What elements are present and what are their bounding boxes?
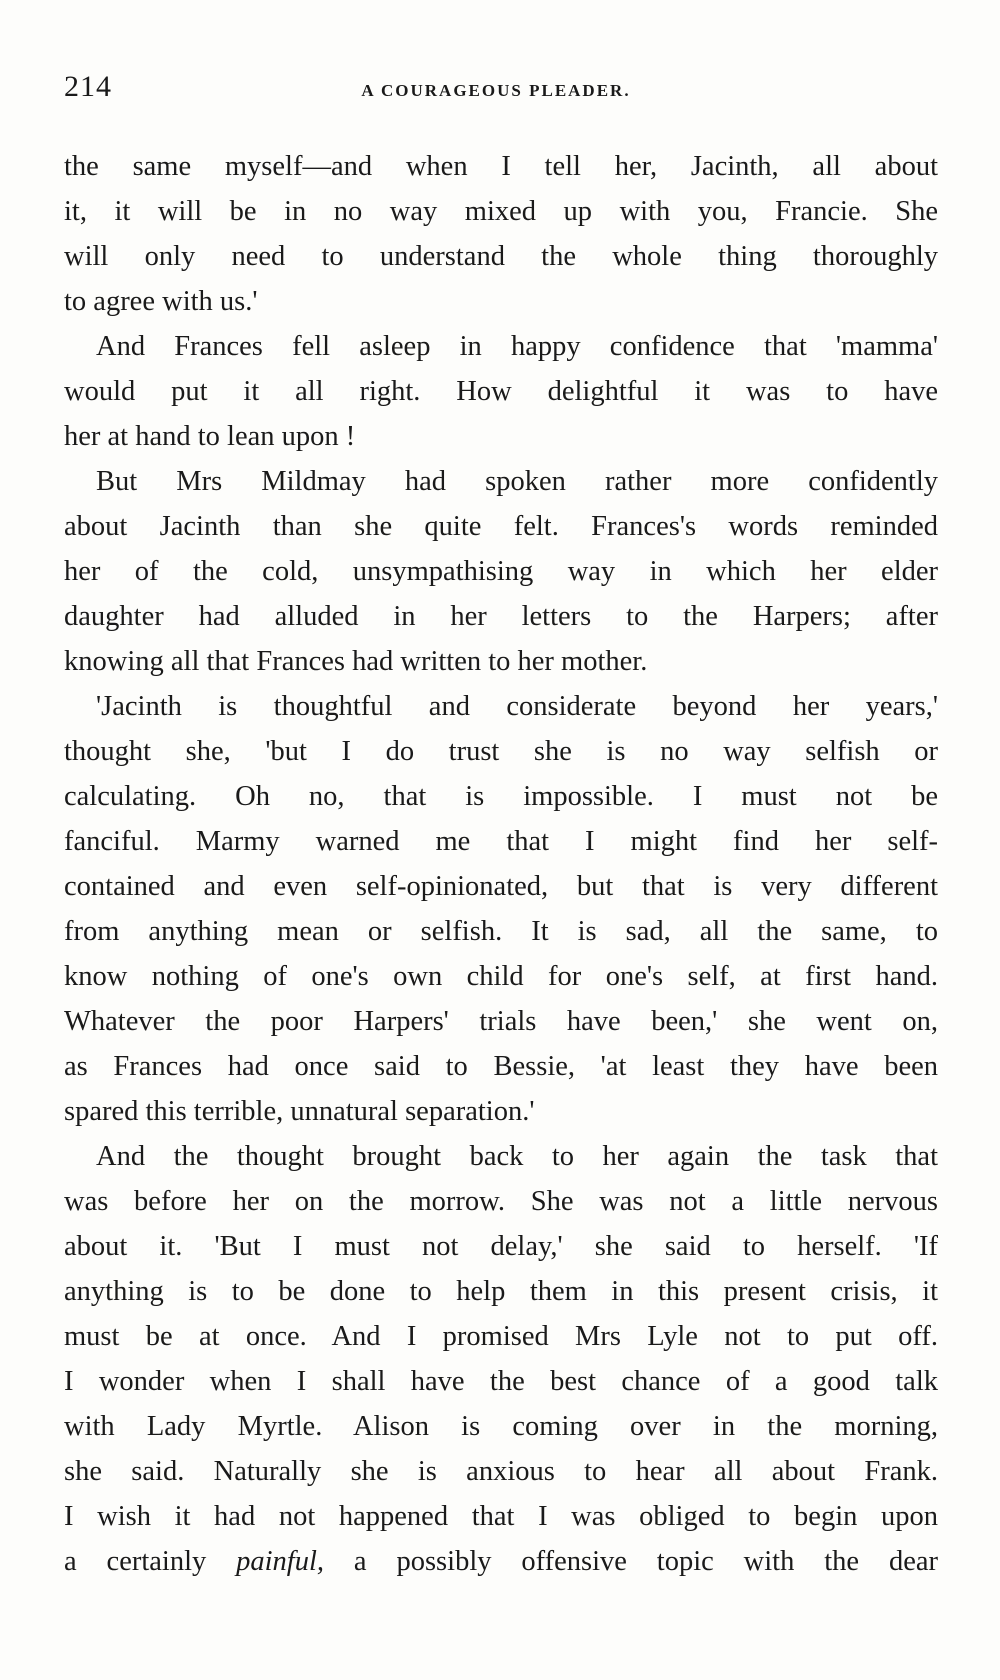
text-line: 'Jacinth is thoughtful and considerate beyond her years,' bbox=[96, 691, 938, 722]
text-line: would put it all right. How delightful it was to have bbox=[64, 376, 938, 407]
text-line: But Mrs Mildmay had spoken rather more confidently bbox=[96, 466, 938, 497]
text-line: knowing all that Frances had written to her mother. bbox=[64, 646, 648, 677]
paragraph-2 bbox=[64, 324, 938, 459]
paragraph-1 bbox=[64, 144, 938, 324]
text-line: her at hand to lean upon ! bbox=[64, 421, 356, 452]
text-line: from anything mean or selfish. It is sad, all the same, to bbox=[64, 916, 938, 947]
running-title: A COURAGEOUS PLEADER. bbox=[361, 81, 631, 100]
text-line: daughter had alluded in her letters to the Harpers; after bbox=[64, 601, 938, 632]
text-line: Whatever the poor Harpers' trials have been,' she went on, bbox=[64, 1006, 938, 1037]
text-line: she said. Naturally she is anxious to hear all about Frank. bbox=[64, 1456, 938, 1487]
text-line-final bbox=[64, 1539, 938, 1584]
text-line: I wish it had not happened that I was obliged to begin upon bbox=[64, 1501, 938, 1532]
text-line: calculating. Oh no, that is impossible. I must not be bbox=[64, 781, 938, 812]
paragraph-4 bbox=[64, 684, 938, 1134]
text-line: as Frances had once said to Bessie, 'at least they have been bbox=[64, 1051, 938, 1082]
text-line: with Lady Myrtle. Alison is coming over in the morning, bbox=[64, 1411, 938, 1442]
text-line: it, it will be in no way mixed up with you, Francie. She bbox=[64, 196, 938, 227]
text-line: must be at once. And I promised Mrs Lyle not to put off. bbox=[64, 1321, 938, 1352]
text-line: will only need to understand the whole thing thoroughly bbox=[64, 241, 938, 272]
paragraph-3 bbox=[64, 459, 938, 684]
text-line: know nothing of one's own child for one's self, at first hand. bbox=[64, 961, 938, 992]
paragraph-5 bbox=[64, 1134, 938, 1584]
text-line: about Jacinth than she quite felt. Frances's words reminded bbox=[64, 511, 938, 542]
text-line: spared this terrible, unnatural separation.' bbox=[64, 1096, 535, 1127]
text-line: thought she, 'but I do trust she is no way selfish or bbox=[64, 736, 938, 767]
page-number: 214 bbox=[64, 70, 112, 103]
text-line: fanciful. Marmy warned me that I might find her self- bbox=[64, 826, 938, 857]
text-line: the same myself—and when I tell her, Jacinth, all about bbox=[64, 151, 938, 182]
italic-word: painful, bbox=[236, 1546, 325, 1577]
text-line: I wonder when I shall have the best chance of a good talk bbox=[64, 1366, 938, 1397]
body-text bbox=[64, 144, 938, 1584]
text-line: about it. 'But I must not delay,' she said to herself. 'If bbox=[64, 1231, 938, 1262]
text-line: anything is to be done to help them in this present crisis, it bbox=[64, 1276, 938, 1307]
text-line: And the thought brought back to her again the task that bbox=[96, 1141, 938, 1172]
text-line: to agree with us.' bbox=[64, 286, 258, 317]
text-line: her of the cold, unsympathising way in which her elder bbox=[64, 556, 938, 587]
text-line: contained and even self-opinionated, but that is very different bbox=[64, 871, 938, 902]
final-line-start: a certainly bbox=[64, 1546, 237, 1577]
running-head bbox=[64, 70, 938, 120]
final-line-end: a possibly offensive topic with the dear bbox=[324, 1546, 938, 1577]
text-line: And Frances fell asleep in happy confidence that 'mamma' bbox=[96, 331, 938, 362]
text-line: was before her on the morrow. She was not a little nervous bbox=[64, 1186, 938, 1217]
